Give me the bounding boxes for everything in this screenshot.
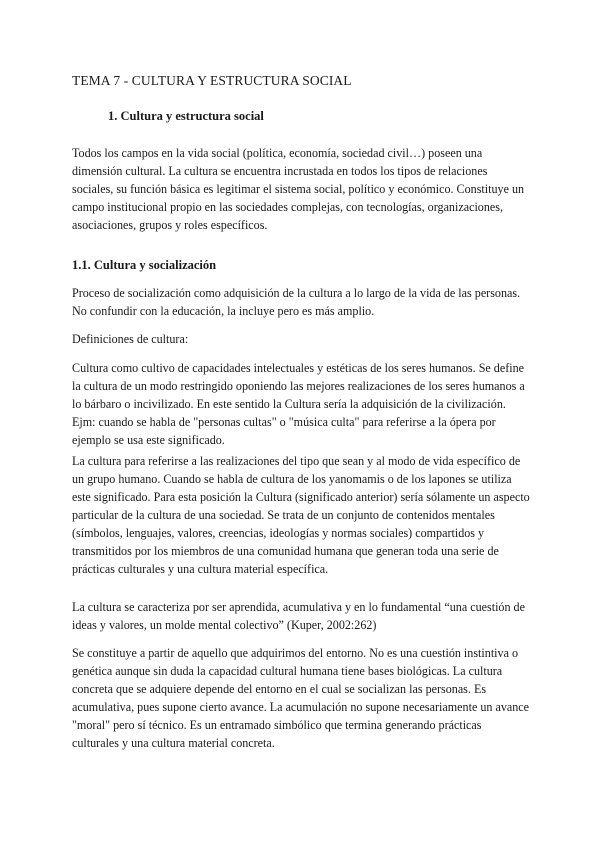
definition-2-paragraph: La cultura para referirse a las realizaciones del tipo que sean y al modo de vida específico de un grupo humano. Cuando se habla de cultura de los yanomamis o de los lapones se utiliza este significado. Para esta posición la Cultura (significado anterior) sería sólamente un aspecto particular de la cultura de una sociedad. Se trata de un conjunto de contenidos mentales (símbolos, lenguajes, valores, creencias, ideologías y normas sociales) compartidos y transmitidos por los miembros de una comunidad humana que generan toda una serie de prácticas culturales y una cultura material específica.: [72, 454, 530, 576]
document-title: TEMA 7 - CULTURA Y ESTRUCTURA SOCIAL: [72, 73, 352, 88]
section-1-heading: 1. Cultura y estructura social: [108, 109, 264, 123]
intro-paragraph: Todos los campos en la vida social (política, economía, sociedad civil…) poseen una dimensión cultural. La cultura se encuentra incrustada en todos los tipos de relaciones sociales, su función básica es legitimar el sistema social, político y económico. Constituye un campo institucional propio en las sociedades complejas, con tecnologías, organizaciones, asociaciones, grupos y roles específicos.: [72, 146, 525, 232]
socialization-paragraph: Proceso de socialización como adquisición de la cultura a lo largo de la vida de las personas. No confundir con la educación, la incluye pero es más amplio.: [72, 286, 521, 318]
definition-1-paragraph: Cultura como cultivo de capacidades intelectuales y estéticas de los seres humanos. Se define la cultura de un modo restringido oponiendo las mejores realizaciones de los seres humanos a lo bárbaro o incivilizado. En este sentido la Cultura sería la adquisición de la civilización. Ejm: cuando se habla de "personas cultas" o "música culta" para referirse a la ópera por ejemplo se usa este significado.: [72, 361, 525, 447]
characteristics-paragraph: La cultura se caracteriza por ser aprendida, acumulativa y en lo fundamental “una cuestión de ideas y valores, un molde mental colectivo” (Kuper, 2002:262): [72, 600, 525, 632]
definitions-label: Definiciones de cultura:: [72, 332, 189, 346]
section-1-1-heading: 1.1. Cultura y socialización: [72, 258, 217, 272]
environment-paragraph: Se constituye a partir de aquello que adquirimos del entorno. No es una cuestión instintiva o genética aunque sin duda la capacidad cultural humana tiene bases biológicas. La cultura concreta que se adquiere depende del entorno en el cual se socializan las personas. Es acumulativa, pues supone cierto avance. La acumulación no supone necesariamente un avance "moral" pero sí técnico. Es un entramado simbólico que termina generando prácticas culturales y una cultura material concreta.: [72, 646, 530, 750]
